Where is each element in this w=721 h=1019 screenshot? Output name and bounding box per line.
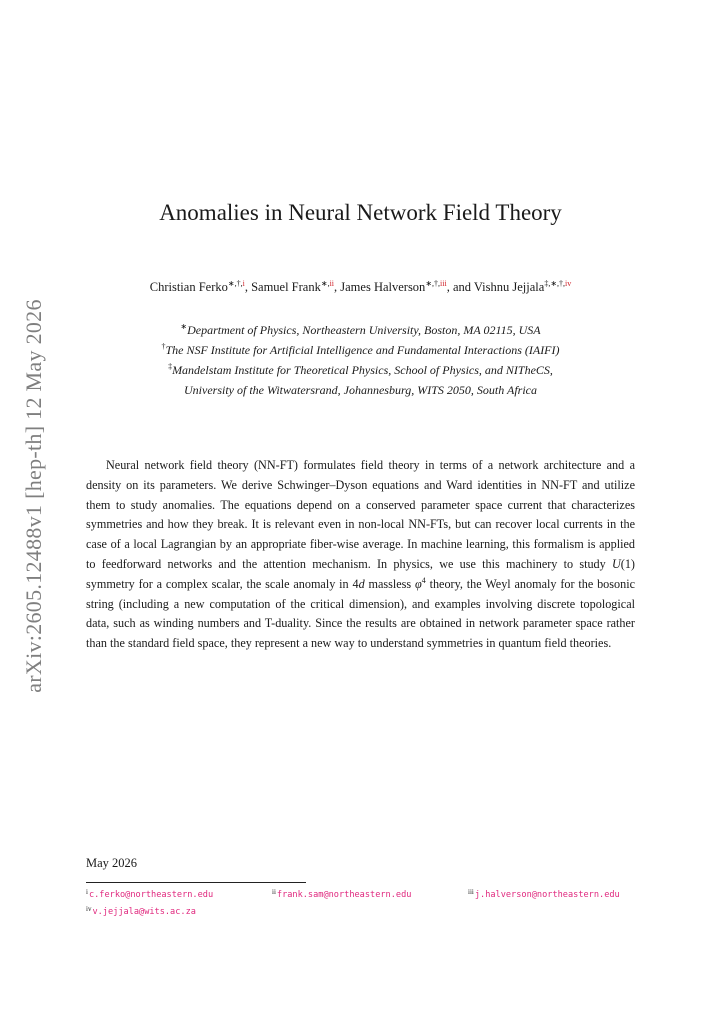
footnote-mark: iv bbox=[86, 905, 92, 913]
author-name: Christian Ferko bbox=[149, 280, 228, 294]
author-affiliation-marks: ∗,†,iii bbox=[425, 279, 447, 288]
paper-title: Anomalies in Neural Network Field Theory bbox=[159, 200, 562, 225]
math-symbol: φ bbox=[414, 576, 422, 591]
publication-date: May 2026 bbox=[86, 856, 138, 870]
author-name: Samuel Frank bbox=[251, 280, 321, 294]
math-exponent: 4 bbox=[421, 575, 426, 585]
footnote-link[interactable]: ii bbox=[329, 279, 335, 288]
email-link[interactable]: frank.sam@northeastern.edu bbox=[276, 890, 412, 900]
affiliation-line bbox=[0, 360, 721, 380]
math-symbol: U bbox=[611, 556, 621, 571]
affiliation-mark: † bbox=[161, 342, 166, 351]
footnote-mark: iii bbox=[468, 888, 474, 896]
affiliation-line bbox=[0, 320, 721, 340]
footnote-link[interactable]: iii bbox=[440, 279, 447, 288]
author-name: James Halverson bbox=[340, 280, 426, 294]
author-separator: , bbox=[244, 280, 252, 294]
author-list bbox=[0, 280, 721, 295]
author-name: Vishnu Jejjala bbox=[473, 280, 545, 294]
affiliation-text: Department of Physics, Northeastern University, Boston, MA 02115, USA bbox=[187, 323, 541, 337]
author-affiliation-marks: ‡,∗,†,iv bbox=[544, 279, 572, 288]
footnote-mark: i bbox=[86, 888, 88, 896]
footnote-divider bbox=[86, 882, 306, 883]
footnote-email-4[interactable] bbox=[86, 907, 196, 917]
affiliation-list bbox=[0, 320, 721, 400]
footnote-link[interactable]: iv bbox=[565, 279, 572, 288]
author-separator: , and bbox=[446, 280, 474, 294]
footnote-link[interactable]: i bbox=[242, 279, 245, 288]
affiliation-text: The NSF Institute for Artificial Intelligence and Fundamental Interactions (IAIFI) bbox=[165, 343, 560, 357]
arxiv-identifier-text: arXiv:2605.12488v1 [hep-th] 12 May 2026 bbox=[21, 299, 46, 693]
affiliation-text: University of the Witwatersrand, Johannesburg, WITS 2050, South Africa bbox=[184, 383, 537, 397]
author-separator: , bbox=[334, 280, 341, 294]
affiliation-line bbox=[0, 380, 721, 400]
footnote-email-3[interactable] bbox=[468, 890, 620, 900]
email-link[interactable]: v.jejjala@wits.ac.za bbox=[92, 907, 196, 917]
footnote-mark: ii bbox=[272, 888, 276, 896]
abstract-text: theory, the Weyl anomaly for the bosonic string (including a new computation of the critical dimension), and examples involving discrete topological data, such as winding numbers and T-duality. Since the results are obtained in network parameter space rather than the standard field space, they represent a new way to understand symmetries in quantum field theories. bbox=[86, 576, 635, 651]
email-link[interactable]: j.halverson@northeastern.edu bbox=[474, 890, 620, 900]
email-link[interactable]: c.ferko@northeastern.edu bbox=[88, 890, 214, 900]
affiliation-text: Mandelstam Institute for Theoretical Physics, School of Physics, and NITheCS, bbox=[172, 363, 553, 377]
math-symbol: d bbox=[358, 576, 365, 591]
abstract-text: Neural network field theory (NN-FT) formulates field theory in terms of a network architecture and a density on its parameters. We derive Schwinger–Dyson equations and Ward identities in NN-FT and utilize them to study anomalies. The equations depend on a conserved parameter space current that characterizes symmetries and how they break. It is relevant even in non-local NN-FTs, but can recover local currents in the case of a local Lagrangian by an appropriate fiber-wise average. In machine learning, this formalism is applied to feedforward networks and the attention mechanism. In physics, we use this machinery to study bbox=[86, 458, 635, 571]
affiliation-mark: ∗ bbox=[180, 322, 188, 331]
abstract-paragraph bbox=[86, 456, 635, 654]
abstract-text: massless bbox=[364, 576, 415, 591]
author-affiliation-marks: ∗,†,i bbox=[227, 279, 245, 288]
footnote-email-1[interactable] bbox=[86, 890, 213, 900]
abstract-text: (1) symmetry for a complex scalar, the scale anomaly in 4 bbox=[86, 556, 635, 591]
affiliation-line bbox=[0, 340, 721, 360]
author-affiliation-marks: ∗,ii bbox=[320, 279, 335, 288]
footnote-email-2[interactable] bbox=[272, 890, 411, 900]
affiliation-mark: ‡ bbox=[168, 362, 173, 371]
